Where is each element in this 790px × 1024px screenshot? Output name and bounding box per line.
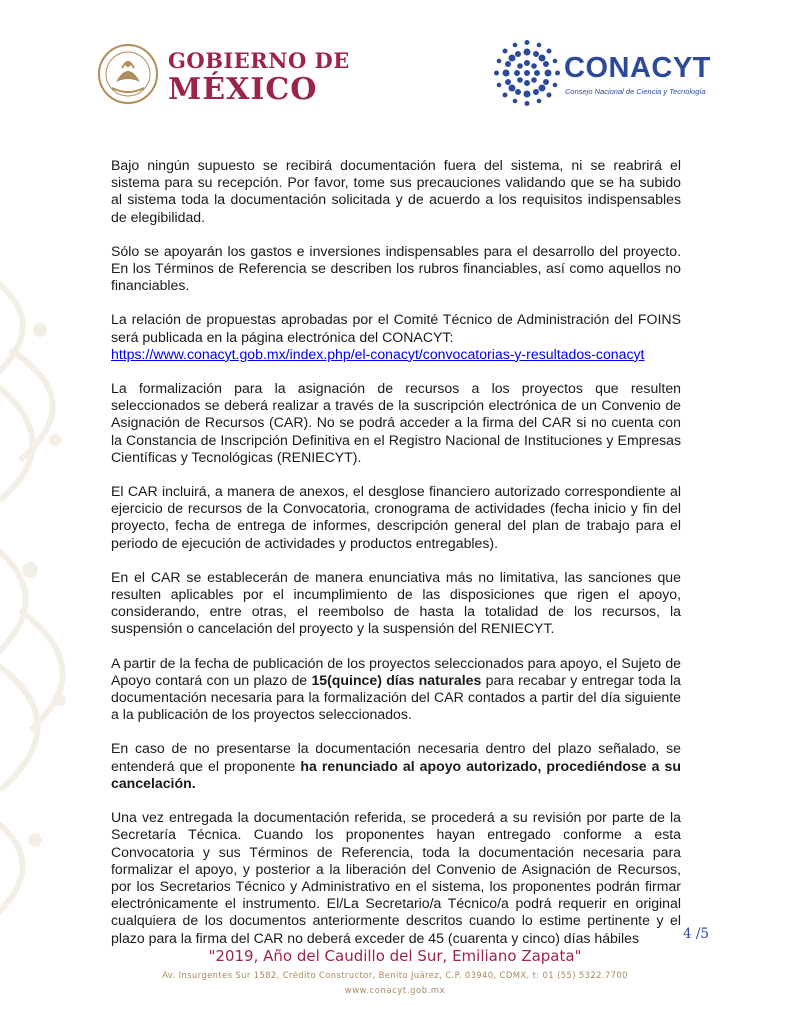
footer-website: www.conacyt.gob.mx	[344, 985, 446, 995]
gob-line2: MÉXICO	[168, 72, 318, 107]
conacyt-subtitle: Consejo Nacional de Ciencia y Tecnología	[565, 87, 706, 96]
footer-quote: "2019, Año del Caudillo del Sur, Emiliano Zapata"	[208, 947, 582, 965]
results-link[interactable]: https://www.conacyt.gob.mx/index.php/el-conacyt/convocatorias-y-resultados-conacyt	[111, 345, 645, 362]
paragraph-2: Sólo se apoyarán los gastos e inversiones indispensables para el desarrollo del proyecto. En los Términos de Referencia se describen los rubros financiables, así como aquellos no financiables.	[111, 242, 681, 294]
paragraph-3-text: La relación de propuestas aprobadas por el Comité Técnico de Administración del FOINS será publicada en la página electrónica del CONACYT:	[111, 311, 681, 345]
page-number: 4 /5	[683, 926, 710, 942]
paragraph-8-a: En caso de no presentarse la documentación necesaria dentro del plazo señalado, se entenderá que el proponente	[111, 740, 681, 774]
conacyt-logo	[494, 40, 724, 120]
paragraph-6: En el CAR se establecerán de manera enunciativa más no limitativa, las sanciones que resulten aplicables por el incumplimiento de las disposiciones que rigen el apoyo, considerando, entre otras, el reembolso de hasta la totalidad de los recursos, la suspensión o cancelación del proyecto y la suspensión del RENIECYT.	[111, 568, 681, 637]
paragraph-7-b: para recabar y entregar toda la documentación necesaria para la formalización del CAR contados a partir del día siguiente a la publicación de los proyectos seleccionados.	[111, 671, 681, 723]
conacyt-name: CONACYT	[564, 52, 711, 84]
paragraph-8-bold: ha renunciado al apoyo autorizado, procediéndose a su cancelación.	[111, 757, 681, 791]
paragraph-9: Una vez entregada la documentación referida, se procederá a su revisión por parte de la Secretaría Técnica. Cuando los proponentes hayan entregado conforme a esta Convocatoria y sus Términos de Referencia, toda la documentación necesaria para formalizar el apoyo, y posterior a la liberación del Convenio de Asignación de Recursos, por los Secretarios Técnico y Administrativo en el sistema, los proponentes podrán firmar electrónicamente el instrumento. El/La Secretario/a Técnico/a podrá requerir en original cualquiera de los documentos anteriormente descritos cuando lo estime pertinente y el plazo para la firma del CAR no deberá exceder de 45 (cuarenta y cinco) días hábiles	[111, 809, 681, 946]
conacyt-dots-icon	[494, 40, 560, 106]
paragraph-5: El CAR incluirá, a manera de anexos, el desglose financiero autorizado correspondiente al ejercicio de recursos de la Convocatoria, cronograma de actividades (fecha inicio y fin del proyecto, fecha de entrega de informes, descripción general del plan de trabajo para el periodo de ejecución de actividades y productos entregables).	[111, 483, 681, 551]
page-header	[0, 0, 790, 130]
paragraph-1: Bajo ningún supuesto se recibirá documentación fuera del sistema, ni se reabrirá el sistema para su recepción. Por favor, tome sus precauciones validando que se ha subido al sistema toda la documentación solicitada y de acuerdo a los requisitos indispensables de elegibilidad.	[111, 157, 681, 225]
mexico-seal-icon	[96, 42, 160, 106]
paragraph-7-bold: 15(quince) días naturales	[311, 671, 482, 688]
gobierno-de-mexico-logo	[96, 42, 350, 112]
paragraph-7	[111, 655, 681, 724]
document-body	[111, 157, 681, 964]
paragraph-4: La formalización para la asignación de recursos a los proyectos que resulten seleccionados se deberá realizar a través de la suscripción electrónica de un Convenio de Asignación de Recursos (CAR). No se podrá acceder a la firma del CAR si no cuenta con la Constancia de Inscripción Definitiva en el Registro Nacional de Instituciones y Empresas Científicas y Tecnológicas (RENIECYT).	[111, 380, 681, 465]
footer-address: Av. Insurgentes Sur 1582, Crédito Constructor, Benito Juárez, C.P. 03940, CDMX, t: 01 (55) 5322.7700	[162, 970, 628, 980]
paragraph-8	[111, 740, 681, 792]
decorative-watermark	[0, 230, 120, 930]
paragraph-7-a: A partir de la fecha de publicación de los proyectos seleccionados para apoyo, el Sujeto de Apoyo contará con un plazo de	[111, 654, 681, 688]
paragraph-3	[111, 311, 681, 363]
gob-line1: GOBIERNO DE	[168, 48, 350, 73]
